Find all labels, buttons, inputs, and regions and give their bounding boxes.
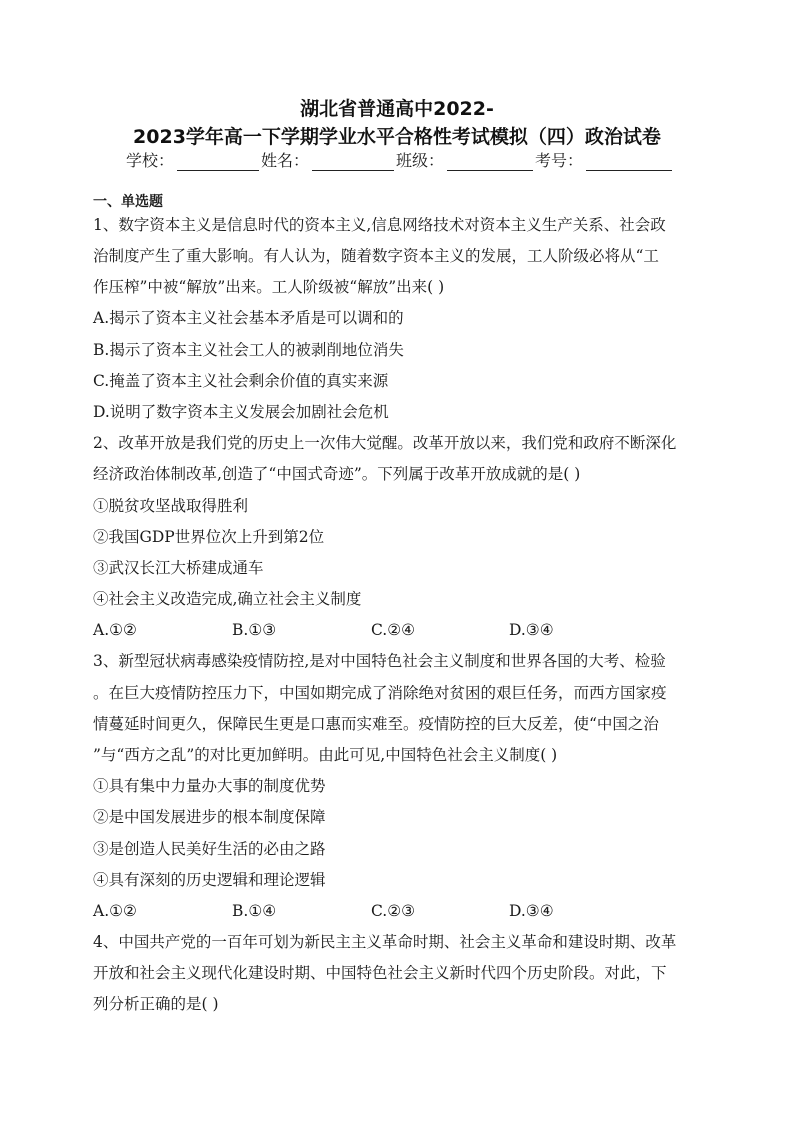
school-blank[interactable] bbox=[177, 154, 259, 171]
question-3-statement: ④具有深刻的历史逻辑和理论逻辑 bbox=[93, 871, 326, 889]
question-3-statement: ②是中国发展进步的根本制度保障 bbox=[93, 808, 326, 826]
question-4-stem-line: 列分析正确的是( ) bbox=[93, 995, 219, 1013]
question-3-stem-line: 。在巨大疫情防控压力下，中国如期完成了消除绝对贫困的艰巨任务，而西方国家疫 bbox=[93, 684, 667, 702]
question-2-stem-line: 2、改革开放是我们党的历史上一次伟大觉醒。改革开放以来，我们党和政府不断深化 bbox=[93, 434, 677, 452]
question-2-choice-d: D.③④ bbox=[509, 621, 554, 639]
question-2-choice-b: B.①③ bbox=[232, 621, 277, 639]
question-3-choice-b: B.①④ bbox=[232, 902, 277, 920]
question-2-statement: ④社会主义改造完成,确立社会主义制度 bbox=[93, 590, 362, 608]
class-blank[interactable] bbox=[447, 154, 533, 171]
question-3-choice-a: A.①② bbox=[93, 902, 137, 920]
question-3-statement: ①具有集中力量办大事的制度优势 bbox=[93, 777, 326, 795]
question-1-option-d: D.说明了数字资本主义发展会加剧社会危机 bbox=[93, 403, 389, 421]
student-info-row bbox=[126, 151, 674, 171]
question-3-stem-line: 情蔓延时间更久，保障民生更是口惠而实难至。疫情防控的巨大反差，使“中国之治 bbox=[93, 715, 659, 733]
school-label: 学校： bbox=[126, 151, 175, 170]
question-2-statement: ③武汉长江大桥建成通车 bbox=[93, 559, 264, 577]
question-1-stem-line: 作压榨”中被“解放”出来。工人阶级被“解放”出来( ) bbox=[93, 278, 445, 296]
question-3-statement: ③是创造人民美好生活的必由之路 bbox=[93, 840, 326, 858]
question-3-choice-c: C.②③ bbox=[371, 902, 416, 920]
question-2-stem-line: 经济政治体制改革,创造了“中国式奇迹”。下列属于改革开放成就的是( ) bbox=[93, 465, 581, 483]
name-label: 姓名： bbox=[261, 151, 310, 170]
exam-no-blank[interactable] bbox=[586, 154, 672, 171]
name-blank[interactable] bbox=[312, 154, 394, 171]
question-2-choice-a: A.①② bbox=[93, 621, 137, 639]
question-1-option-a: A.揭示了资本主义社会基本矛盾是可以调和的 bbox=[93, 309, 404, 327]
question-3-stem-line: ”与“西方之乱”的对比更加鲜明。由此可见,中国特色社会主义制度( ) bbox=[93, 746, 558, 764]
question-2-statement: ②我国GDP世界位次上升到第2位 bbox=[93, 528, 325, 546]
exam-title-line-2: 2023学年高一下学期学业水平合格性考试模拟（四）政治试卷 bbox=[133, 126, 661, 148]
exam-title-line-1: 湖北省普通高中2022- bbox=[300, 98, 494, 120]
question-4-stem-line: 开放和社会主义现代化建设时期、中国特色社会主义新时代四个历史阶段。对此，下 bbox=[93, 964, 667, 982]
question-2-statement: ①脱贫攻坚战取得胜利 bbox=[93, 497, 249, 515]
question-1-option-c: C.掩盖了资本主义社会剩余价值的真实来源 bbox=[93, 372, 389, 390]
section-title: 一、单选题 bbox=[93, 194, 163, 210]
question-2-choice-c: C.②④ bbox=[371, 621, 416, 639]
question-4-stem-line: 4、中国共产党的一百年可划为新民主主义革命时期、社会主义革命和建设时期、改革 bbox=[93, 933, 677, 951]
question-3-choice-d: D.③④ bbox=[509, 902, 554, 920]
class-label: 班级： bbox=[396, 151, 445, 170]
question-1-stem-line: 1、数字资本主义是信息时代的资本主义,信息网络技术对资本主义生产关系、社会政 bbox=[93, 216, 666, 234]
question-1-option-b: B.揭示了资本主义社会工人的被剥削地位消失 bbox=[93, 341, 404, 359]
question-3-stem-line: 3、新型冠状病毒感染疫情防控,是对中国特色社会主义制度和世界各国的大考、检验 bbox=[93, 652, 666, 670]
question-1-stem-line: 治制度产生了重大影响。有人认为，随着数字资本主义的发展，工人阶级必将从“工 bbox=[93, 247, 659, 265]
exam-no-label: 考号： bbox=[535, 151, 584, 170]
